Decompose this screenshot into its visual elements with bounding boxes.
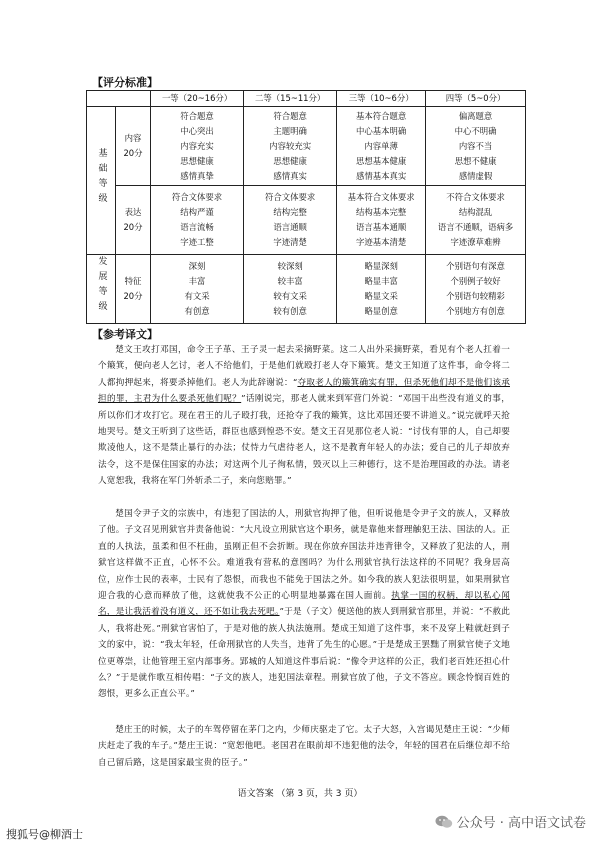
row-label: 内容 20分 <box>116 107 151 185</box>
underlined-sentence: 执掌一国的权柄，却以私心闻名，是让我活着没有道义，还不如让我去死吧。 <box>98 591 510 618</box>
translation-heading: 【参考译文】 <box>92 328 158 341</box>
basic-level-label: 基础等级 <box>87 107 116 254</box>
level-header: 二等（15~11分） <box>244 91 337 107</box>
criteria-cell: 符合文体要求 结构完整 语言通顺 字迹清楚 <box>244 185 337 254</box>
row-label: 表达 20分 <box>116 185 151 254</box>
translation-paragraph-2: 楚国令尹子文的宗族中，有违犯了国法的人，刑狱官拘押了他，但听说他是令尹子文的族人，又释放了他。子文召见刑狱官并责备他说：“大凡设立刑狱官这个职务，就是靠他来督理触犯王法、国法的人。正直的人执法，虽柔和但不枉曲，虽刚正但不会折断。现在你放弃国法并违背律令，又释放了犯法的人，刑狱官这样做不正直，心怀不公。难道我有营私的意图吗？为什么刑狱官执行法这样的不同呢？我身居高位，应作士民的表率，士民有了怨恨，而我也不能免于国法之外。如今我的族人犯法很明显，如果刑狱官迎合我的心意而释放了他，这就使我不公正的心明显地暴露在国人面前。执掌一国的权柄，却以私心闻名，是让我活着没有道义，还不如让我去死吧。”于是（子文）便送他的族人到刑狱官那里，并说：“不赦此人，我将赴死。”刑狱官害怕了，于是对他的族人执法施刑。楚成王知道了这件事，来不及穿上鞋就赶到子文的家中，说：“我太年轻，任命刑狱官的人失当，违背了先生的心愿。”于是楚成王罢黜了刑狱官使子文地位更尊崇，让他管理王室内部事务。郢城的人知道这件事后说：“像令尹这样的公正，我们老百姓还担心什么？”于是就作歌互相传唱：“子文的族人，违犯国法章程。刑狱官放了他，子文不答应。顾念怜悯百姓的怨恨，更多么正直公平。” <box>98 509 510 700</box>
page-footer: 语文答案 （第 3 页，共 3 页） <box>237 789 363 799</box>
wechat-watermark: 公众号 · 高中语文试卷 <box>435 812 586 831</box>
sohu-watermark: 搜狐号@柳酒士 <box>6 828 83 841</box>
level-header: 三等（10~6分） <box>337 91 426 107</box>
translation-paragraph-3: 楚庄王的时候，太子的车驾停留在茅门之内，少师庆驱走了它。太子大怒，入宫谒见楚庄王说：“少师庆赶走了我的车子。”楚庄王说：“宽恕他吧。老国君在眼前却不违犯他的法令，年轻的国君在后继位却不给自己留后路，这是国家最宝贵的臣子。” <box>98 725 510 768</box>
level-header: 一等（20~16分） <box>151 91 244 107</box>
criteria-cell: 基本符合文体要求 结构基本完整 语言基本通顺 字迹基本清楚 <box>337 185 426 254</box>
criteria-cell: 偏离题意 中心不明确 内容不当 思想不健康 感情虚假 <box>426 107 526 185</box>
criteria-cell: 不符合文体要求 结构混乱 语言不通顺，语病多 字迹潦草难辨 <box>426 185 526 254</box>
grading-table <box>86 90 526 324</box>
underlined-sentence: 夺取老人的簸箕确实有罪，但杀死他们却不是他们该承担的罪，主君为什么要杀死他们呢？ <box>98 377 510 405</box>
develop-level-label: 发展等级 <box>87 254 116 323</box>
row-label: 特征 20分 <box>116 254 151 323</box>
criteria-cell: 深刻 丰富 有文采 有创意 <box>151 254 244 323</box>
criteria-cell: 较深刻 较丰富 较有文采 较有创意 <box>244 254 337 323</box>
wechat-icon <box>435 815 453 829</box>
criteria-cell: 符合题意 主题明确 内容较充实 思想健康 感情真实 <box>244 107 337 185</box>
criteria-cell: 符合题意 中心突出 内容充实 思想健康 感情真挚 <box>151 107 244 185</box>
criteria-cell: 符合文体要求 结构严谨 语言流畅 字迹工整 <box>151 185 244 254</box>
corner-cell <box>87 91 151 107</box>
criteria-cell: 略显深刻 略显丰富 略显文采 略显创意 <box>337 254 426 323</box>
criteria-cell: 个别语句有深意 个别例子较好 个别语句较精彩 个别地方有创意 <box>426 254 526 323</box>
translation-paragraph-1: 楚文王攻打邓国，命令王子革、王子灵一起去采摘野菜。这二人出外采摘野菜，看见有个老人扛着一个簸箕，便向老人乞讨，老人不给他们，于是他们就殴打老人夺下簸箕。楚文王知道了这件事，命令将二人都拘押起来，将要杀掉他们。老人为此辞谢说：“夺取老人的簸箕确实有罪，但杀死他们却不是他们该承担的罪，主君为什么要杀死他们呢？”话刚说完，那老人就来到军营门外说：“邓国干出些没有道义的事，所以你们才攻打它。现在君王的儿子殴打我，还抢夺了我的簸箕，这比邓国还要不讲道义。”说完就呼天抢地哭号。楚文王听到了这些话，群臣也感到惶恐不安。楚文王召见那位老人说：“讨伐有罪的人，自己却要欺凌他人，这不是禁止暴行的办法；仗恃力气虐待老人，这不是教育年轻人的办法；爱自己的儿子却放弃法令，这不是保住国家的办法；对这两个儿子徇私情，毁灭以上三种德行，这不是治理国政的办法。请老人宽恕我，我将在军门外斩杀二子，来向您赔罪。” <box>98 345 510 487</box>
criteria-cell: 基本符合题意 中心基本明确 内容单薄 思想基本健康 感情基本真实 <box>337 107 426 185</box>
level-header: 四等（5~0分） <box>426 91 526 107</box>
grading-heading: 【评分标准】 <box>92 76 158 89</box>
